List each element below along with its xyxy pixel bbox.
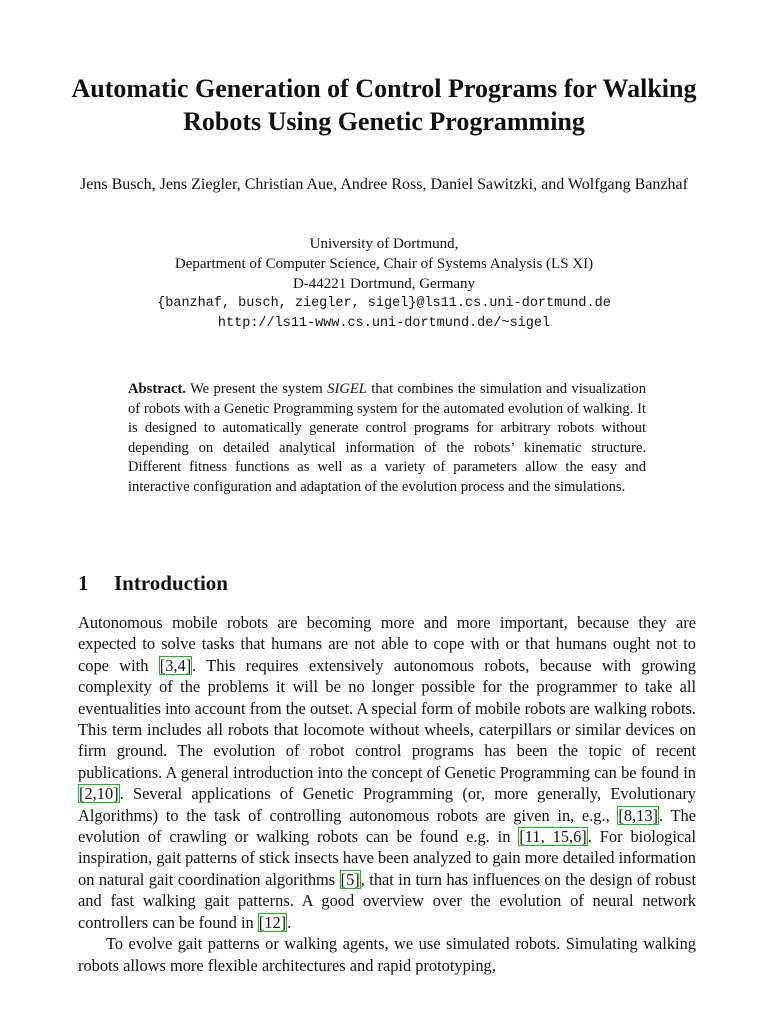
abstract-system-name: SIGEL — [327, 381, 367, 397]
author-list: Jens Busch, Jens Ziegler, Christian Aue, Andree Ross, Daniel Sawitzki, and Wolfgang Banzhaf — [80, 176, 688, 193]
paragraph-1 — [78, 612, 696, 933]
paragraph-2: To evolve gait patterns or walking agents, we use simulated robots. Simulating walking robots allows more flexible architectures and rapid prototyping, — [78, 934, 696, 975]
citation-link[interactable]: [11, 15,6] — [519, 827, 587, 847]
affiliation-block — [60, 234, 708, 334]
affiliation-city: D-44221 Dortmund, Germany — [292, 276, 476, 292]
paragraph-text: . Several applications of Genetic Programming (or, more generally, Evolutionary Algorithms) to the task of controlling autonomous robots are given in, e.g., — [78, 784, 696, 825]
section-heading — [78, 570, 228, 596]
citation-link[interactable]: [3,4] — [159, 655, 192, 675]
section-number: 1 — [78, 571, 89, 595]
section-body — [78, 612, 696, 976]
abstract-label: Abstract. — [128, 381, 186, 397]
abstract — [128, 380, 646, 498]
affiliation-university: University of Dortmund, — [309, 236, 459, 252]
paragraph-text: Autonomous mobile robots are becoming more and more important, because they are expected to solve tasks that humans are not able to cope with or that humans ought not to cope with — [78, 613, 696, 675]
paragraph-text: . This requires extensively autonomous robots, because with growing complexity of the problems it will be no longer possible for the programmer to take all eventualities into account from the outset. A special form of mobile robots are walking robots. This term includes all robots that locomote without wheels, caterpillars or similar devices on firm ground. The evolution of robot control programs has been the topic of recent publications. A general introduction into the concept of Genetic Programming can be found in — [78, 655, 697, 782]
abstract-text-after: that combines the simulation and visualization of robots with a Genetic Programming system for the automated evolution of walking. It is designed to automatically generate control programs for arbitrary robots without depending on detailed analytical information of the robots’ kinematic structure. Different fitness functions as well as a variety of parameters allow the easy and interactive configuration and adaptation of the evolution process and the simulations. — [128, 381, 647, 495]
citation-link[interactable]: [12] — [258, 912, 287, 932]
abstract-text-before: We present the system — [185, 381, 328, 397]
affiliation-department: Department of Computer Science, Chair of Systems Analysis (LS XI) — [174, 256, 594, 272]
paragraph-text: . The evolution of crawling or walking robots can be found e.g. in — [78, 805, 696, 847]
section-title: Introduction — [114, 571, 228, 595]
project-url-link[interactable]: http://ls11-www.cs.uni-dortmund.de/~sigel — [217, 316, 551, 331]
citation-link[interactable]: [8,13] — [618, 805, 658, 825]
paragraph-text: . — [287, 912, 292, 932]
citation-link[interactable]: [5] — [340, 869, 360, 889]
paper-title: Automatic Generation of Control Programs for Walking Robots Using Genetic Programming — [71, 74, 697, 136]
author-emails[interactable]: {banzhaf, busch, ziegler, sigel}@ls11.cs.uni-dortmund.de — [157, 296, 611, 311]
paragraph-text: , that in turn has influences on the design of robust and fast walking gait patterns. A good overview over the evolution of neural network controllers can be found in — [78, 869, 696, 932]
citation-link[interactable]: [2,10] — [79, 784, 119, 804]
paragraph-text: . For biological inspiration, gait patterns of stick insects have been analyzed to gain more detailed information on natural gait coordination algorithms — [78, 827, 697, 889]
